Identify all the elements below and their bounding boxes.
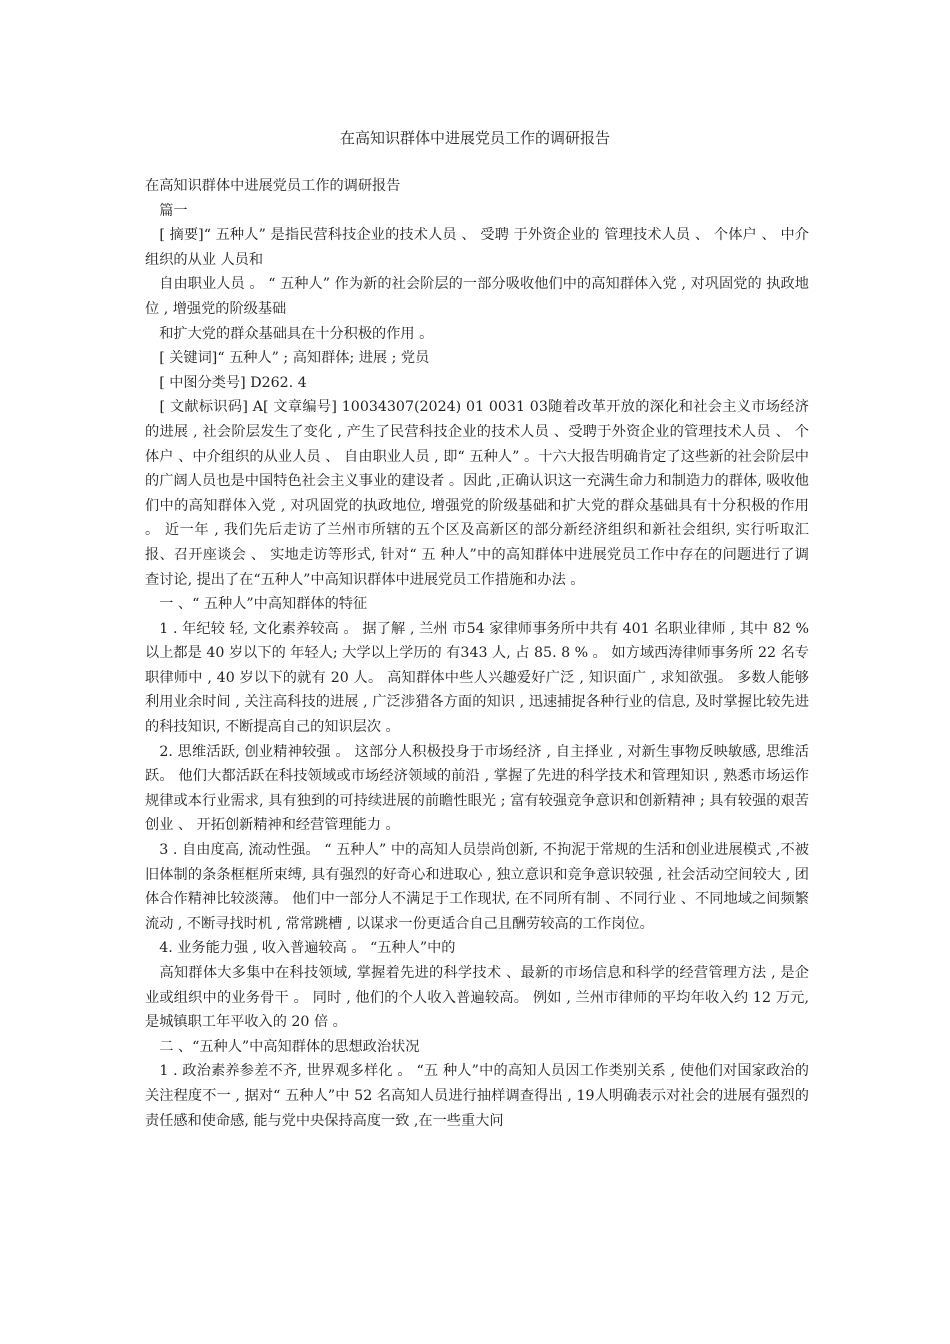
body-paragraph: 3 . 自由度高, 流动性强。 “ 五种人” 中的高知人员崇尚创新, 不拘泥于常规的生活和创业进展模式 ,不被旧体制的条条框框所束缚, 具有强烈的好奇心和进取心 , 独立意识和竞争意识较强 , 社会活动空间较大 , 团体合作精神比较淡薄。 他们中一部分人不满足于工作现状, 在不同所有制 、不同行业 、不同地域之间频繁流动 , 不断寻找时机 , 常常跳槽 , 以谋求一份更适合自己且酬劳较高的工作岗位。 xyxy=(145,842,809,932)
body-paragraph: 一 、“ 五种人”中高知群体的特征 xyxy=(145,596,368,613)
body-paragraph: 4. 业务能力强 , 收入普遍较高 。 “五种人”中的 xyxy=(145,940,456,957)
body-paragraph: [ 中图分类号] D262. 4 xyxy=(145,374,307,391)
body-paragraph: 1 . 年纪较 轻, 文化素养较高 。 据了解 , 兰州 市54 家律师事务所中共有 401 名职业律师 , 其中 82 %以上都是 40 岁以下的 年轻人; 大学以上学历的 有343 人, 占 85. 8 % 。 如方域西涛律师事务所 22 名专职律师中 , 40 岁以下的就有 20 人。 高知群体中些人兴趣爱好广泛 , 知识面广 , 求知欲强。 多数人能够利用业余时间 , 关注高科技的进展 , 广泛涉猎各方面的知识 , 迅速捕捉各种行业的信息, 及时掌握比较先进的科技知识, 不断提高自己的知识层次 。 xyxy=(145,620,809,736)
body-paragraph: 和扩大党的群众基础具在十分积极的作用 。 xyxy=(145,325,434,342)
body-paragraph: 在高知识群体中进展党员工作的调研报告 xyxy=(145,178,401,194)
body-paragraph: 篇一 xyxy=(145,202,188,219)
body-paragraph: [ 关键词]“ 五种人” ; 高知群体; 进展 ; 党员 xyxy=(145,350,430,367)
body-paragraph: 自由职业人员 。 “ 五种人” 作为新的社会阶层的一部分吸收他们中的高知群体入党 , 对巩固党的 执政地位 , 增强党的阶级基础 xyxy=(145,276,809,317)
body-paragraph: [ 摘要]“ 五种人” 是指民营科技企业的技术人员 、 受聘 于外资企业的 管理技术人员 、 个体户 、 中介组织的从业 人员和 xyxy=(145,227,809,268)
body-paragraph: 2. 思维活跃, 创业精神较强 。 这部分人积极投身于市场经济 , 自主择业 , 对新生事物反映敏感, 思维活跃。 他们大都活跃在科技领域或市场经济领域的前沿 , 掌握了先进的科学技术和管理知识 , 熟悉市场运作规律或本行业需求, 具有独到的可持续进展的前瞻性眼光 ; 富有较强竞争意识和创新精神 ; 具有较强的艰苦创业 、 开拓创新精神和经营管理能力 。 xyxy=(145,743,809,834)
body-paragraph: [ 文献标识码] A[ 文章编号] 10034307(2024) 01 0031 03随着改革开放的深化和社会主义市场经济的进展 , 社会阶层发生了变化 , 产生了民营科技企业的技术人员 、受聘于外资企业的管理技术人员 、 个体户 、中介组织的从业人员 、 自由职业人员 , 即“ 五种人” 。十六大报告明确肯定了这些新的社会阶层中的广阔人员也是中国特色社会主义事业的建设者 。因此 ,正确认识这一充满生命力和制造力的群体, 吸收他们中的高知群体入党 , 对巩固党的执政地位, 增强党的阶级基础和扩大党的群众基础具有十分积极的作用 。 近一年 , 我们先后走访了兰州市所辖的五个区及高新区的部分新经济组织和新社会组织, 实行听取汇报、召开座谈会 、 实地走访等形式, 针对“ 五 种人”中的高知群体中进展党员工作中存在的问题进行了调查讨论, 提出了在“五种人”中高知识群体中进展党员工作措施和办法 。 xyxy=(145,399,809,588)
body-paragraph: 二 、“五种人”中高知群体的思想政治状况 xyxy=(145,1038,420,1055)
document-title: 在高知识群体中进展党员工作的调研报告 xyxy=(339,129,610,147)
document-body xyxy=(145,174,809,1133)
body-paragraph: 1 . 政治素养参差不齐, 世界观多样化 。 “五 种人”中的高知人员因工作类别关系 , 使他们对国家政治的关注程度不一 , 据对“ 五种人”中 52 名高知人员进行抽样调查得出 , 19人明确表示对社会的进展有强烈的责任感和使命感, 能与党中央保持高度一致 ,在一些重大问 xyxy=(145,1063,809,1129)
body-paragraph: 高知群体大多集中在科技领域, 掌握着先进的科学技术 、最新的市场信息和科学的经营管理方法 , 是企业或组织中的业务骨干 。 同时 , 他们的个人收入普遍较高。 例如 , 兰州市律师的平均年收入约 12 万元, 是城镇职工年平收入的 20 倍 。 xyxy=(145,965,809,1031)
